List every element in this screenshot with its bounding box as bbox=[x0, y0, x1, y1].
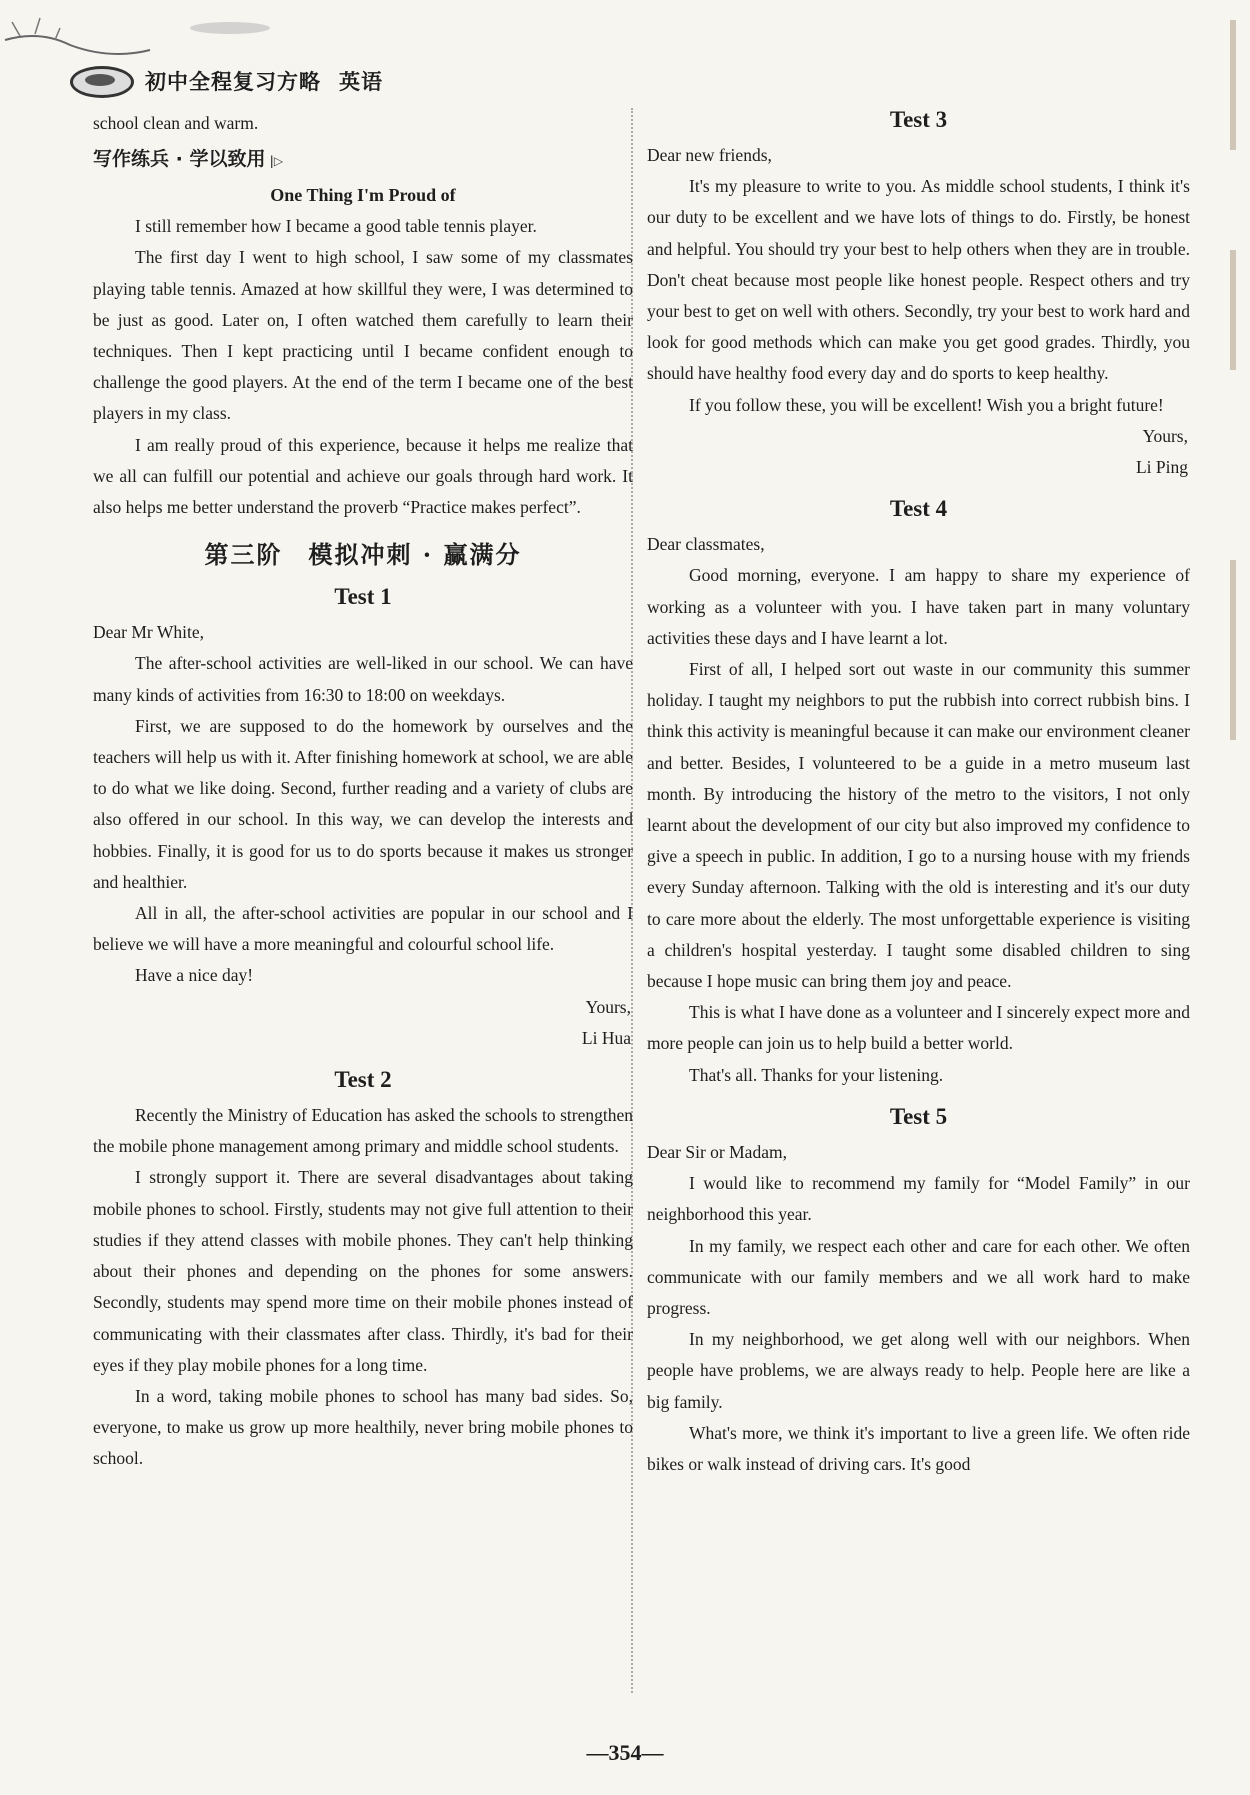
test5-paragraph: I would like to recommend my family for “Model Family” in our neighborhood this year. bbox=[647, 1173, 1190, 1225]
section-heading-text: 写作练兵 · 学以致用 bbox=[93, 148, 266, 171]
test3-paragraph: It's my pleasure to write to you. As middle school students, I think it's our duty to be excellent and we have lots of things to do. Firstly, be honest and helpful. You should try your best to help others when they are in trouble. Don't cheat because most people like honest people. Respect others and try your best to get on well with others. Secondly, try your best to work hard and look for good methods which can make you get good grades. Thirdly, you should have healthy food every day and do sports to keep healthy. bbox=[647, 176, 1190, 384]
branch-decoration-icon bbox=[0, 0, 300, 70]
edge-mark bbox=[1230, 250, 1236, 370]
triangle-marker-icon: |▷ bbox=[269, 154, 284, 169]
right-column bbox=[647, 108, 1190, 1480]
page-header bbox=[0, 0, 1250, 110]
test2-paragraph: Recently the Ministry of Education has asked the schools to strengthen the mobile phone management among primary and middle school students. bbox=[93, 1105, 633, 1157]
edge-mark bbox=[1230, 20, 1236, 150]
test2-paragraph: In a word, taking mobile phones to school has many bad sides. So, everyone, to make us grow up more healthily, never bring mobile phones to school. bbox=[93, 1385, 633, 1469]
test1-paragraph: All in all, the after-school activities are popular in our school and I believe we will have a more meaningful and colourful school life. bbox=[93, 903, 633, 955]
test5-title: Test 5 bbox=[889, 1103, 948, 1129]
test2-title: Test 2 bbox=[334, 1067, 392, 1093]
continued-text: school clean and warm. bbox=[93, 113, 259, 133]
test4-title: Test 4 bbox=[889, 496, 948, 522]
test5-paragraph: In my family, we respect each other and care for each other. We often communicate with our family members and we all work hard to make progress. bbox=[647, 1235, 1190, 1318]
test1-paragraph: Have a nice day! bbox=[135, 965, 254, 986]
section-heading bbox=[93, 141, 633, 179]
test4-salutation: Dear classmates, bbox=[647, 534, 765, 555]
test3-signature: Li Ping bbox=[1135, 457, 1188, 478]
book-title-text: 初中全程复习方略 bbox=[145, 70, 321, 94]
test1-paragraph: The after-school activities are well-liked in our school. We can have many kinds of activities from 16:30 to 18:00 on weekdays. bbox=[93, 653, 633, 705]
test4-paragraph: This is what I have done as a volunteer and I sincerely expect more and more people can join us to help build a better world. bbox=[647, 1002, 1190, 1054]
subject-label: 英语 bbox=[339, 70, 383, 94]
essay-paragraph: The first day I went to high school, I saw some of my classmates playing table tennis. Amazed at how skillful they were, I was determined to be just as good. Later on, I often watched them carefully to learn their techniques. Then I kept practicing until I became confident enough to challenge the good players. At the end of the term I became one of the best players in my class. bbox=[93, 247, 633, 424]
book-title bbox=[145, 66, 383, 96]
test1-title: Test 1 bbox=[334, 584, 392, 610]
page-number: —354— bbox=[586, 1740, 664, 1765]
essay-title: One Thing I'm Proud of bbox=[270, 185, 456, 206]
edge-mark bbox=[1230, 560, 1236, 740]
test1-closing: Yours, bbox=[585, 996, 631, 1017]
left-column bbox=[93, 108, 633, 1475]
book-logo-icon bbox=[70, 66, 134, 98]
test1-paragraph: First, we are supposed to do the homework by ourselves and the teachers will help us with it. After finishing homework at school, we are able to do what we like doing. Second, further reading and a variety of clubs are also offered in our school. In this way, we can develop the interests and hobbies. Finally, it is good for us to do sports because it makes us stronger and healthier. bbox=[93, 715, 633, 892]
essay-paragraph: I am really proud of this experience, because it helps me realize that we all can fulfill our potential and achieve our goals through hard work. It also helps me better understand the proverb “Practice makes perfect”. bbox=[93, 434, 633, 518]
test3-title: Test 3 bbox=[889, 107, 948, 132]
test4-paragraph: Good morning, everyone. I am happy to share my experience of working as a volunteer with you. I have taken part in many voluntary activities these days and I have learnt a lot. bbox=[647, 565, 1190, 648]
stage-title: 第三阶 模拟冲刺 · 赢满分 bbox=[204, 540, 522, 570]
test4-paragraph: That's all. Thanks for your listening. bbox=[689, 1064, 944, 1085]
test3-closing: Yours, bbox=[1142, 425, 1188, 446]
test5-paragraph: What's more, we think it's important to live a green life. We often ride bikes or walk instead of driving cars. It's good bbox=[647, 1422, 1190, 1474]
test1-signature: Li Hua bbox=[581, 1027, 631, 1048]
test5-paragraph: In my neighborhood, we get along well with our neighbors. When people have problems, we are always ready to help. People here are like a big family. bbox=[647, 1329, 1190, 1412]
test5-salutation: Dear Sir or Madam, bbox=[647, 1141, 787, 1162]
test1-salutation: Dear Mr White, bbox=[93, 622, 204, 643]
test4-paragraph: First of all, I helped sort out waste in our community this summer holiday. I taught my neighbors to put the rubbish into correct rubbish bins. I think this activity is meaningful because it can make our environment cleaner and better. Besides, I volunteered to be a guide in a metro museum last month. By introducing the history of the metro to the visitors, I not only learnt about the development of our city but also improved my confidence to give a speech in public. In addition, I go to a nursing house with my friends every Sunday afternoon. Talking with the old is interesting and it's our duty to care more about the elderly. The most unforgettable experience is visiting a children's hospital yesterday. I taught some disabled children to sing because I hope music can bring them joy and peace. bbox=[647, 659, 1190, 992]
essay-paragraph: I still remember how I became a good table tennis player. bbox=[135, 216, 537, 237]
test2-paragraph: I strongly support it. There are several disadvantages about taking mobile phones to school. Firstly, students may not give full attention to their studies if they attend classes with mobile phones. They can't help thinking about their phones and depending on the phones for some answers. Secondly, students may spend more time on their mobile phones instead of communicating with their classmates after class. Thirdly, it's bad for their eyes if they play mobile phones for a long time. bbox=[93, 1167, 633, 1375]
test3-paragraph: If you follow these, you will be excellent! Wish you a bright future! bbox=[689, 394, 1164, 415]
test3-salutation: Dear new friends, bbox=[647, 145, 772, 165]
